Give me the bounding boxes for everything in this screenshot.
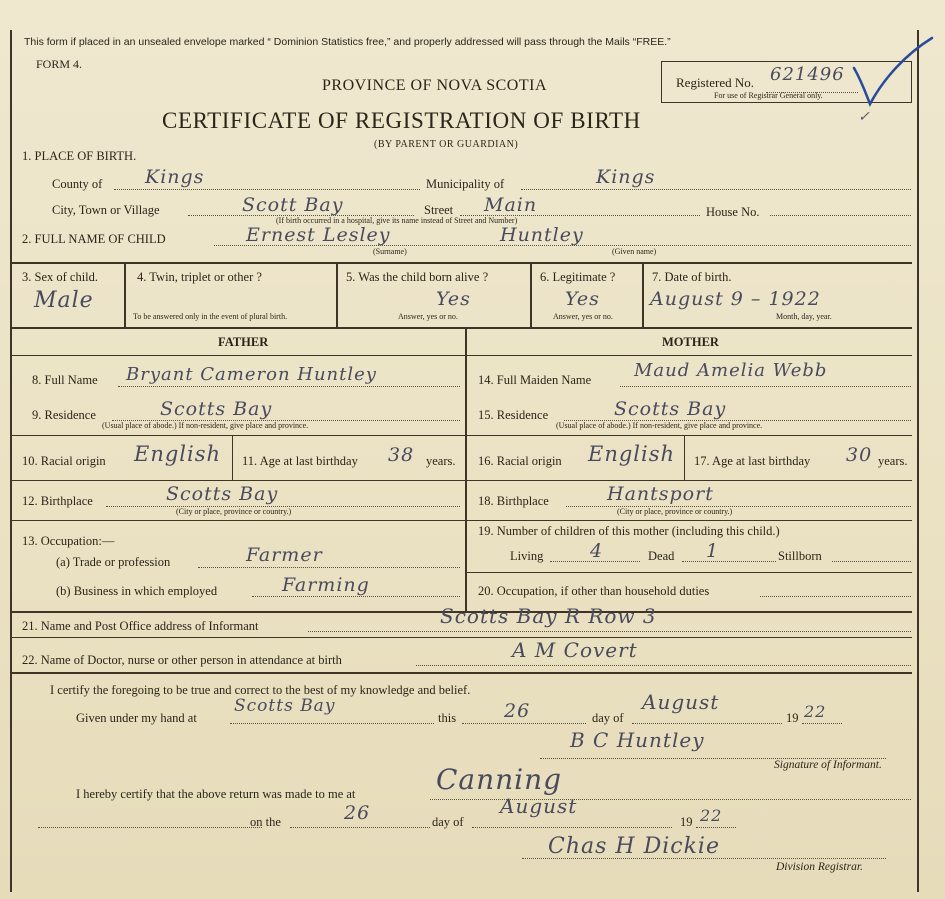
day-line [462,723,586,724]
sex-label: 3. Sex of child. [22,270,99,284]
registered-number: 621496 [770,64,845,85]
registrar-note: For use of Registrar General only. [714,91,823,100]
rule-top-items [10,262,912,264]
stillborn-label: Stillborn [778,549,822,563]
legitimate-label: 6. Legitimate ? [540,270,616,284]
business-line [252,596,460,597]
father-age-value: 38 [388,444,415,466]
reg-day-value: 26 [344,802,371,824]
given-place-line [230,723,434,724]
reg-month-value: August [500,794,578,818]
municipality-value: Kings [596,166,656,188]
mother-age-value: 30 [846,444,873,466]
trade-line [198,567,460,568]
month-value: August [642,690,720,714]
province-heading: PROVINCE OF NOVA SCOTIA [322,77,548,94]
month-line [632,723,782,724]
father-mother-divider [465,327,467,611]
father-residence-label: 9. Residence [32,408,96,422]
registered-label: Registered No. [676,75,754,90]
father-occupation-label: 13. Occupation:— [22,534,115,548]
registrar-signature: Chas H Dickie [548,834,720,859]
trade-value: Farmer [246,544,323,566]
child-name-label: 2. FULL NAME OF CHILD [22,232,166,246]
informant-signature-caption: Signature of Informant. [774,759,882,771]
rule-birthplace-bottom [10,520,912,521]
municipality-label: Municipality of [426,177,505,191]
divider-3-4 [124,262,126,327]
dob-value: August 9 – 1922 [650,288,821,310]
child-surname: Huntley [500,224,584,246]
given-name-caption: (Given name) [612,247,657,256]
legitimate-caption: Answer, yes or no. [553,312,613,321]
doctor-label: 22. Name of Doctor, nurse or other person in attendance at birth [22,653,342,667]
doctor-line [416,665,911,666]
racial-age-divider-mother [684,435,685,480]
mother-birthplace-label: 18. Birthplace [478,494,549,508]
mother-name-value: Maud Amelia Webb [634,360,828,381]
registrar-signature-line [522,858,886,859]
dead-label: Dead [648,549,675,563]
reg-year-line [696,827,736,828]
reg-day-of-label: day of [432,815,464,829]
mother-name-label: 14. Full Maiden Name [478,373,592,387]
rule-racial-bottom [10,480,912,481]
mother-heading: MOTHER [662,335,719,349]
mother-residence-value: Scotts Bay [614,398,727,420]
hospital-note: (If birth occurred in a hospital, give its name instead of Street and Number) [276,216,518,225]
left-border [10,30,12,892]
day-of-label: day of [592,711,624,725]
given-label: Given under my hand at [76,711,197,725]
informant-label: 21. Name and Post Office address of Informant [22,619,259,633]
children-label: 19. Number of children of this mother (including this child.) [478,524,780,538]
rule-parents-head [10,355,912,356]
father-name-line [118,386,460,387]
stillborn-line [832,561,911,562]
reg-left-line [38,827,262,828]
city-value: Scott Bay [242,194,344,216]
racial-age-divider-father [232,435,233,480]
father-birthplace-label: 12. Birthplace [22,494,93,508]
made-place-value: Canning [436,763,563,796]
mother-birthplace-caption: (City or place, province or country.) [617,507,733,516]
house-label: House No. [706,205,760,219]
divider-6-7 [642,262,644,327]
living-value: 4 [590,540,604,562]
given-place-value: Scotts Bay [234,696,336,716]
mother-occupation-label: 20. Occupation, if other than household duties [478,584,710,598]
mother-age-label: 17. Age at last birthday [694,454,811,468]
reg-year-suffix: 22 [700,806,723,825]
mail-note: This form if placed in an unsealed envelope marked “ Dominion Statistics free,” and properly addressed will pass through the Mails “FREE.” [24,36,671,48]
alive-label: 5. Was the child born alive ? [346,270,489,284]
father-name-label: 8. Full Name [32,373,98,387]
dob-caption: Month, day, year. [776,312,832,321]
dead-line [682,561,776,562]
surname-caption: (Surname) [373,247,407,256]
hereby-text: I hereby certify that the above return was made to me at [76,787,356,801]
mother-residence-label: 15. Residence [478,408,549,422]
child-given-names: Ernest Lesley [246,224,391,246]
rule-racial-top [10,435,912,436]
twin-note: To be answered only in the event of plural birth. [133,312,288,321]
right-border [917,30,919,892]
reg-month-line [472,827,672,828]
house-line [770,215,911,216]
father-racial-value: English [134,442,222,466]
street-value: Main [484,194,538,216]
reg-year-prefix: 19 [680,815,693,829]
business-label: (b) Business in which employed [56,584,218,598]
day-value: 26 [504,700,531,722]
divider-5-6 [530,262,532,327]
father-heading: FATHER [218,335,269,349]
dob-label: 7. Date of birth. [652,270,732,284]
doctor-value: A M Covert [512,638,638,662]
blue-check-mark [846,34,936,118]
place-of-birth-heading: 1. PLACE OF BIRTH. [22,149,137,163]
city-label: City, Town or Village [52,203,160,217]
legitimate-value: Yes [565,288,600,310]
informant-line [308,631,911,632]
mother-name-line [620,386,911,387]
reg-day-line [290,827,430,828]
father-residence-value: Scotts Bay [160,398,273,420]
living-label: Living [510,549,544,563]
year-line [802,723,842,724]
dead-value: 1 [706,540,720,562]
father-age-unit: years. [426,454,456,468]
form-number: FORM 4. [36,57,83,71]
mother-occupation-line [760,596,911,597]
certify-text: I certify the foregoing to be true and correct to the best of my knowledge and belief. [50,683,471,697]
this-label: this [438,711,457,725]
county-line [114,189,420,190]
mother-racial-value: English [588,442,676,466]
mother-residence-caption: (Usual place of abode.) If non-resident, give place and province. [556,421,763,430]
father-birthplace-caption: (City or place, province or country.) [176,507,292,516]
alive-caption: Answer, yes or no. [398,312,458,321]
year-prefix: 19 [786,711,799,725]
alive-value: Yes [436,288,471,310]
rule-children-bottom [466,572,912,573]
trade-label: (a) Trade or profession [56,555,171,569]
father-racial-label: 10. Racial origin [22,454,106,468]
twin-label: 4. Twin, triplet or other ? [137,270,262,284]
registrar-caption: Division Registrar. [776,861,863,873]
year-suffix: 22 [804,702,827,721]
rule-doctor-bottom [10,672,912,674]
county-label: County of [52,177,103,191]
father-birthplace-value: Scotts Bay [166,483,279,505]
page-subtitle: (BY PARENT OR GUARDIAN) [374,139,519,150]
check-mark: ✓ [858,109,871,125]
mother-age-unit: years. [878,454,908,468]
county-value: Kings [145,166,205,188]
father-residence-caption: (Usual place of abode.) If non-resident, give place and province. [102,421,309,430]
rule-parents-top [10,327,912,329]
rule-informant-bottom [10,637,912,638]
informant-signature: B C Huntley [570,728,705,752]
father-age-label: 11. Age at last birthday [242,454,358,468]
informant-value: Scotts Bay R Row 3 [440,604,657,628]
father-name-value: Bryant Cameron Huntley [126,364,377,385]
business-value: Farming [282,574,370,596]
municipality-line [521,189,911,190]
divider-4-5 [336,262,338,327]
mother-birthplace-value: Hantsport [607,483,714,505]
page-title: CERTIFICATE OF REGISTRATION OF BIRTH [162,108,641,133]
mother-racial-label: 16. Racial origin [478,454,562,468]
on-the-label: on the [250,815,281,829]
sex-value: Male [34,288,94,313]
street-label: Street [424,203,454,217]
